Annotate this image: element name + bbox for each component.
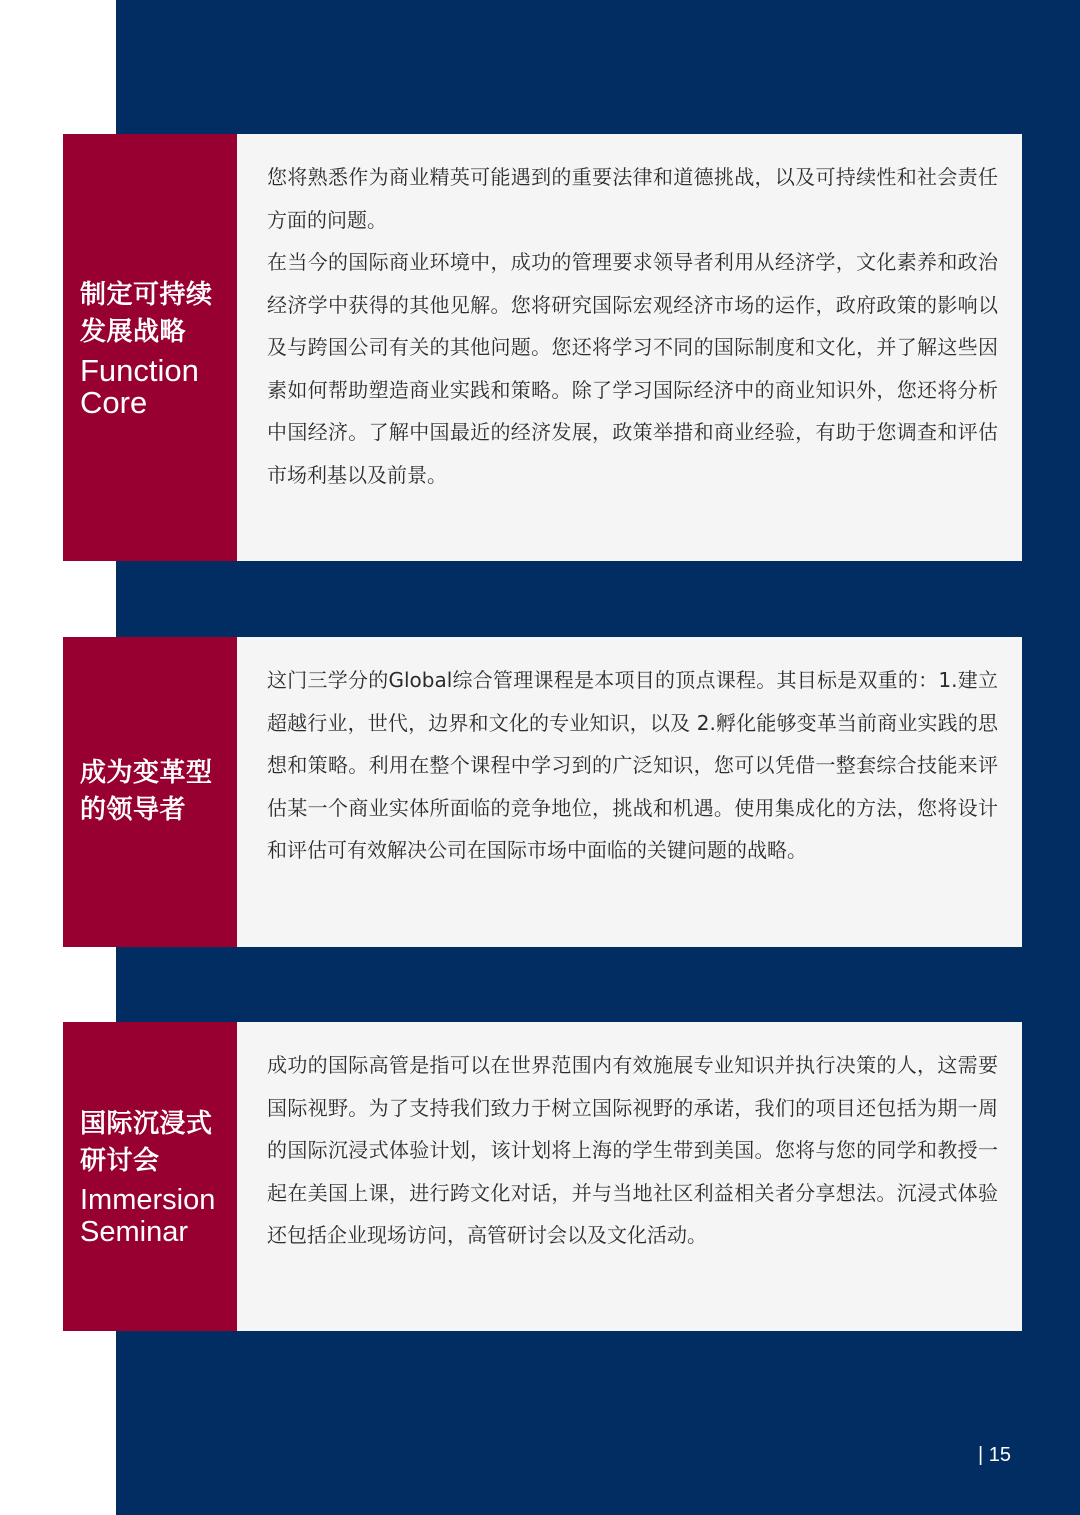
section-card-transformational-leader	[63, 637, 1022, 947]
section-body	[237, 637, 1022, 947]
section-body	[237, 1022, 1022, 1331]
section-card-immersion-seminar	[63, 1022, 1022, 1331]
section-paragraph: 这门三学分的Global综合管理课程是本项目的顶点课程。其目标是双重的：1.建立超越行业，世代，边界和文化的专业知识，以及 2.孵化能够变革当前商业实践的思想和策略。利用在整个课程中学习到的广泛知识，您可以凭借一整套综合技能来评估某一个商业实体所面临的竞争地位，挑战和机遇。使用集成化的方法，您将设计和评估可有效解决公司在国际市场中面临的关键问题的战略。	[267, 668, 998, 862]
page-number: | 15	[978, 1444, 1011, 1466]
section-title-zh: 国际沉浸式研讨会	[80, 1108, 213, 1176]
section-title-zh: 制定可持续发展战略	[80, 279, 213, 347]
section-label	[63, 637, 237, 947]
section-title-en: Function Core	[80, 352, 199, 420]
section-paragraph: 成功的国际高管是指可以在世界范围内有效施展专业知识并执行决策的人，这需要国际视野。为了支持我们致力于树立国际视野的承诺，我们的项目还包括为期一周的国际沉浸式体验计划，该计划将上海的学生带到美国。您将与您的同学和教授一起在美国上课，进行跨文化对话，并与当地社区利益相关者分享想法。沉浸式体验还包括企业现场访问，高管研讨会以及文化活动。	[267, 1053, 998, 1247]
section-paragraph: 在当今的国际商业环境中，成功的管理要求领导者利用从经济学，文化素养和政治经济学中获得的其他见解。您将研究国际宏观经济市场的运作，政府政策的影响以及与跨国公司有关的其他问题。您还将学习不同的国际制度和文化，并了解这些因素如何帮助塑造商业实践和策略。除了学习国际经济中的商业知识外，您还将分析中国经济。了解中国最近的经济发展，政策举措和商业经验，有助于您调查和评估市场利基以及前景。	[267, 250, 998, 487]
section-label	[63, 1022, 237, 1331]
section-body	[237, 134, 1022, 561]
section-card-sustainable-strategy	[63, 134, 1022, 561]
section-paragraph: 您将熟悉作为商业精英可能遇到的重要法律和道德挑战，以及可持续性和社会责任方面的问题。	[267, 165, 998, 232]
section-title-zh: 成为变革型的领导者	[80, 758, 213, 825]
section-label	[63, 134, 237, 561]
section-title-en: Immersion Seminar	[80, 1183, 216, 1248]
